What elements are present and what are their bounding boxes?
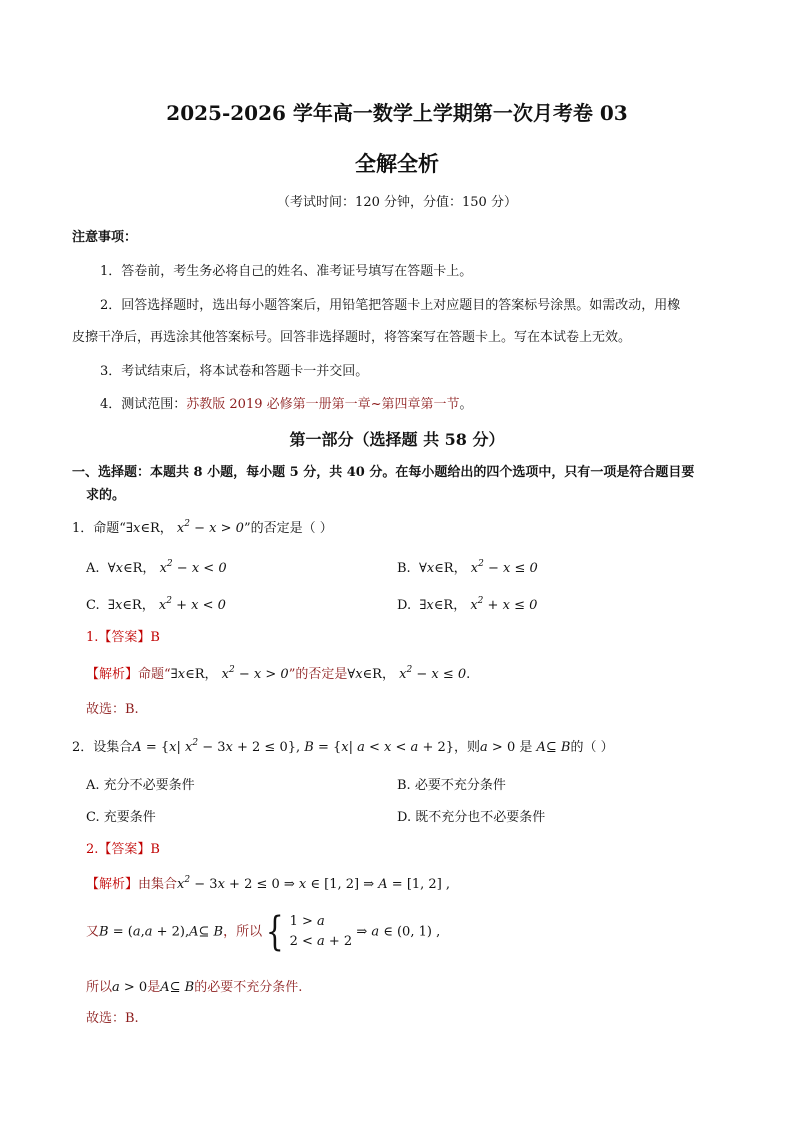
q2-analysis-line-1	[86, 873, 450, 892]
q1-analysis-negation: ∀x∈R， $x^2 - x \le 0$.	[347, 665, 471, 682]
q2-stem-suffix: 的（ ）	[570, 740, 614, 755]
q1-proposition: ∃x∈R， $x^2 - x > 0$	[125, 519, 244, 536]
notice-item-1: 1．答卷前，考生务必将自己的姓名、准考证号填写在答题卡上。	[100, 264, 473, 279]
q2-stem-mid: ，则	[454, 740, 481, 755]
q1-analysis-text-2: ”的否定是	[288, 667, 348, 682]
q2-set-a: A = {x| $x^2 - 3x + 2 \le 0$}, B = {x| a < x < a + 2}	[132, 738, 455, 755]
q2-analysis-math-2: B = (a,a + 2),A⊆ B	[99, 924, 224, 940]
q1-analysis-proposition: ∃x∈R， $x^2 - x > 0$	[170, 665, 289, 682]
notice-item-4-prefix: 4．测试范围：	[100, 397, 187, 412]
notice-item-4	[100, 393, 473, 412]
q2-option-d[interactable]: D. 既不充分也不必要条件	[397, 810, 546, 825]
q2-stem: 2．设集合A = {x| $x^2 - 3x + 2 \le 0$}, B = {x| a < x < a + 2}，则a > 0 是 A⊆ B的（ ）	[72, 738, 614, 755]
section-title: 第一部分（选择题 共 58 分）	[289, 430, 505, 449]
notice-item-4-suffix: 。	[459, 397, 473, 412]
q2-line2-prefix: 又	[86, 924, 100, 940]
q2-answer: 2.【答案】B	[86, 842, 160, 857]
q2-analysis-line-3	[86, 976, 302, 995]
q2-conclusion: 故选：B.	[86, 1011, 139, 1026]
q2-option-c[interactable]: C. 充要条件	[86, 810, 156, 825]
notice-item-2-line-1: 2．回答选择题时，选出每小题答案后，用铅笔把答题卡上对应题目的答案标号涂黑。如需改动，用橡	[100, 298, 681, 313]
exam-info: （考试时间：120 分钟，分值：150 分）	[277, 195, 517, 210]
q1-analysis-text-1: 命题“	[138, 667, 171, 682]
q2-subset: A⊆ B	[536, 740, 571, 755]
q1-option-c[interactable]	[86, 594, 226, 613]
q1-analysis	[86, 663, 470, 682]
q2-line3-condition: a > 0	[112, 980, 148, 995]
q1-option-a-label: A.	[86, 561, 100, 576]
q1-option-c-math: ∃x∈R， $x^2 + x < 0$	[107, 596, 226, 613]
q1-option-b-math: ∀x∈R， $x^2 - x \le 0$	[418, 559, 538, 576]
q2-stem-prefix: 2．设集合	[72, 740, 133, 755]
q2-option-a[interactable]: A. 充分不必要条件	[86, 778, 195, 793]
q2-analysis-text-1: 由集合	[138, 877, 178, 892]
q1-stem	[72, 517, 333, 536]
notice-item-2-line-2: 皮擦干净后，再选涂其他答案标号。回答非选择题时，将答案写在答题卡上。写在本试卷上无效。	[72, 330, 632, 345]
q1-stem-prefix: 1．命题“	[72, 521, 126, 536]
q2-system: { 1 > a 2 < a + 2	[265, 909, 353, 955]
q2-option-b[interactable]: B. 必要不充分条件	[397, 778, 506, 793]
q1-option-a[interactable]	[86, 557, 227, 576]
q1-option-b[interactable]	[397, 557, 538, 576]
page-title: 2025-2026 学年高一数学上学期第一次月考卷 03	[166, 101, 628, 125]
q1-option-b-label: B.	[397, 561, 411, 576]
q1-answer: 1.【答案】B	[86, 630, 160, 645]
q2-line3-mid: 是	[147, 980, 161, 995]
q1-option-d[interactable]	[397, 594, 537, 613]
q1-conclusion: 故选：B.	[86, 702, 139, 717]
section-instruction-line-1: 一、选择题：本题共 8 小题，每小题 5 分，共 40 分。在每小题给出的四个选项中，只有一项是符合题目要	[72, 465, 695, 480]
notice-heading: 注意事项：	[72, 230, 138, 245]
q2-analysis-math-3: ⇒ a ∈ (0, 1) ,	[356, 924, 441, 940]
q2-line3-subset: A⊆ B	[160, 980, 195, 995]
q2-line3-suffix: 的必要不充分条件.	[194, 980, 303, 995]
q2-analysis-math-1: $x^2 - 3x + 2 \le 0$ ⇒ x ∈ [1, 2] ⇒ A = [1, 2] ,	[177, 875, 451, 892]
q2-analysis-line-2	[86, 909, 441, 955]
notice-item-3: 3．考试结束后，将本试卷和答题卡一并交回。	[100, 364, 369, 379]
page-subtitle: 全解全析	[355, 151, 439, 176]
q1-option-a-math: ∀x∈R， $x^2 - x < 0$	[107, 559, 227, 576]
q2-line3-prefix: 所以	[86, 980, 113, 995]
section-instruction-line-2: 求的。	[86, 488, 126, 503]
q1-option-d-math: ∃x∈R， $x^2 + x \le 0$	[419, 596, 538, 613]
q2-analysis-label: 【解析】	[86, 877, 139, 892]
q2-line2-mid: ，所以	[223, 924, 263, 940]
q1-option-d-label: D.	[397, 598, 412, 613]
q1-option-c-label: C.	[86, 598, 100, 613]
q2-condition: a > 0	[480, 740, 516, 755]
q1-analysis-label: 【解析】	[86, 667, 139, 682]
q1-stem-suffix: ”的否定是（ ）	[243, 521, 333, 536]
test-range: 苏教版 2019 必修第一册第一章~第四章第一节	[186, 397, 460, 412]
